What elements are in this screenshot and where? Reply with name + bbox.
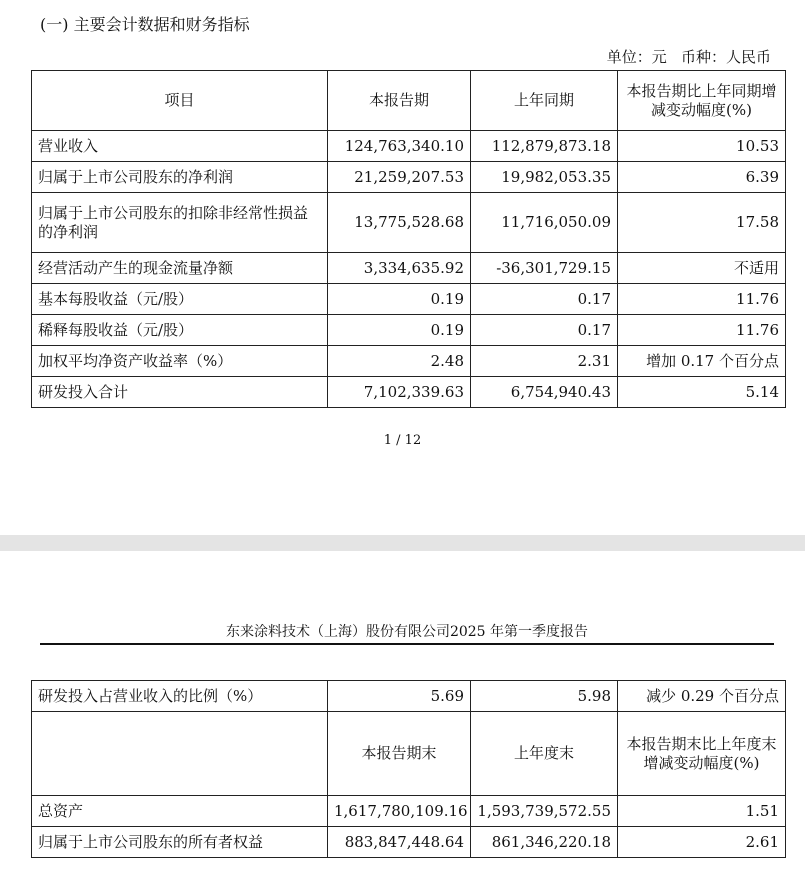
change-value: 减少 0.29 个百分点 — [618, 681, 786, 712]
table-row — [32, 284, 786, 315]
change-value: 5.14 — [618, 377, 786, 408]
row-label: 研发投入合计 — [32, 377, 328, 408]
header-period-end: 本报告期末 — [328, 712, 471, 796]
table-row — [32, 681, 786, 712]
row-label: 归属于上市公司股东的扣除非经常性损益的净利润 — [32, 193, 328, 253]
current-value: 124,763,340.10 — [328, 131, 471, 162]
current-value: 0.19 — [328, 284, 471, 315]
current-value: 3,334,635.92 — [328, 253, 471, 284]
change-value: 2.61 — [618, 827, 786, 858]
change-value: 17.58 — [618, 193, 786, 253]
change-value: 1.51 — [618, 796, 786, 827]
report-page-2 — [0, 551, 805, 882]
header-rule — [40, 643, 774, 645]
financial-indicators-table-continued — [31, 680, 786, 858]
financial-indicators-table — [31, 70, 786, 408]
header-change-pct: 本报告期比上年同期增减变动幅度(%) — [618, 71, 786, 131]
table-row — [32, 131, 786, 162]
header-prior-period: 上年同期 — [471, 71, 618, 131]
current-value: 883,847,448.64 — [328, 827, 471, 858]
table-row — [32, 162, 786, 193]
header-item: 项目 — [32, 71, 328, 131]
table-header-row — [32, 71, 786, 131]
change-value: 增加 0.17 个百分点 — [618, 346, 786, 377]
row-label: 营业收入 — [32, 131, 328, 162]
current-value: 7,102,339.63 — [328, 377, 471, 408]
row-label: 稀释每股收益（元/股） — [32, 315, 328, 346]
current-value: 5.69 — [328, 681, 471, 712]
row-label: 总资产 — [32, 796, 328, 827]
prior-value: 5.98 — [471, 681, 618, 712]
table-row — [32, 253, 786, 284]
row-label: 经营活动产生的现金流量净额 — [32, 253, 328, 284]
current-value: 1,617,780,109.16 — [328, 796, 471, 827]
prior-value: 11,716,050.09 — [471, 193, 618, 253]
report-header: 东来涂料技术（上海）股份有限公司2025 年第一季度报告 — [225, 624, 589, 640]
change-value: 不适用 — [618, 253, 786, 284]
table-row — [32, 193, 786, 253]
table-row — [32, 796, 786, 827]
current-value: 2.48 — [328, 346, 471, 377]
change-value: 6.39 — [618, 162, 786, 193]
row-label: 归属于上市公司股东的所有者权益 — [32, 827, 328, 858]
prior-value: 6,754,940.43 — [471, 377, 618, 408]
change-value: 11.76 — [618, 284, 786, 315]
prior-value: -36,301,729.15 — [471, 253, 618, 284]
table-row — [32, 315, 786, 346]
header-item — [32, 712, 328, 796]
header-change-pct: 本报告期末比上年度末增减变动幅度(%) — [618, 712, 786, 796]
prior-value: 19,982,053.35 — [471, 162, 618, 193]
page-divider — [0, 535, 805, 551]
prior-value: 1,593,739,572.55 — [471, 796, 618, 827]
change-value: 10.53 — [618, 131, 786, 162]
page-number: 1 / 12 — [383, 433, 422, 448]
section-title: (一) 主要会计数据和财务指标 — [40, 15, 250, 34]
current-value: 13,775,528.68 — [328, 193, 471, 253]
row-label: 加权平均净资产收益率（%） — [32, 346, 328, 377]
row-label: 研发投入占营业收入的比例（%） — [32, 681, 328, 712]
table-header-row — [32, 712, 786, 796]
table-row — [32, 377, 786, 408]
header-prior-year-end: 上年度末 — [471, 712, 618, 796]
row-label: 基本每股收益（元/股） — [32, 284, 328, 315]
row-label: 归属于上市公司股东的净利润 — [32, 162, 328, 193]
header-current-period: 本报告期 — [328, 71, 471, 131]
unit-currency-line: 单位：元 币种：人民币 — [606, 48, 771, 66]
prior-value: 2.31 — [471, 346, 618, 377]
prior-value: 0.17 — [471, 284, 618, 315]
prior-value: 0.17 — [471, 315, 618, 346]
prior-value: 112,879,873.18 — [471, 131, 618, 162]
change-value: 11.76 — [618, 315, 786, 346]
prior-value: 861,346,220.18 — [471, 827, 618, 858]
current-value: 21,259,207.53 — [328, 162, 471, 193]
table-row — [32, 346, 786, 377]
table-row — [32, 827, 786, 858]
current-value: 0.19 — [328, 315, 471, 346]
